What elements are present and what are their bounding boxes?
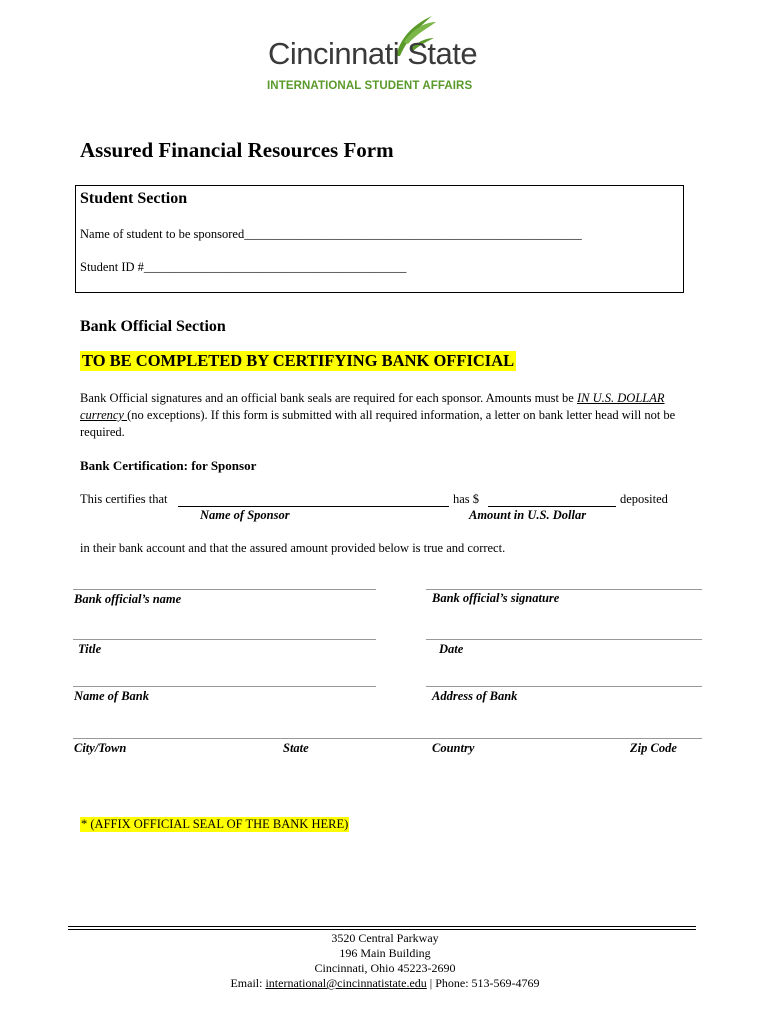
seal-instruction: * (AFFIX OFFICIAL SEAL OF THE BANK HERE) — [81, 817, 349, 831]
bank-name-line[interactable] — [73, 686, 376, 687]
sponsor-label: Name of Sponsor — [200, 508, 290, 522]
footer-divider — [68, 926, 696, 927]
title-line[interactable] — [73, 639, 376, 640]
instructions-part2: (no exceptions). If this form is submitted with all required information, a letter on bank letter head will not be required. — [80, 408, 676, 439]
official-signature-label: Bank official’s signature — [432, 591, 560, 605]
footer-address-line1: 3520 Central Parkway — [331, 931, 439, 945]
phone-text: | Phone: 513-569-4769 — [426, 976, 540, 990]
instructions-paragraph — [80, 390, 690, 441]
zip-label: Zip Code — [630, 741, 677, 755]
student-id-field[interactable]: Student ID #__________________________________________ — [80, 260, 407, 274]
bank-section-heading: Bank Official Section — [80, 318, 226, 335]
student-section-heading: Student Section — [80, 190, 188, 207]
official-name-line[interactable] — [73, 589, 376, 590]
logo-wordmark: Cincinnati State — [268, 36, 478, 71]
footer-address-line3: Cincinnati, Ohio 45223-2690 — [314, 961, 456, 975]
certification-heading: Bank Certification: for Sponsor — [80, 458, 257, 473]
certifying-banner: TO BE COMPLETED BY CERTIFYING BANK OFFICIAL — [82, 351, 515, 370]
location-line[interactable] — [73, 738, 702, 739]
instructions-emphasis: IN U.S. DOLLAR currency — [80, 391, 665, 422]
logo-subtitle: INTERNATIONAL STUDENT AFFAIRS — [267, 80, 473, 92]
official-name-label: Bank official’s name — [74, 592, 182, 606]
instructions-part1: Bank Official signatures and an official bank seals are required for each sponsor. Amounts must be — [80, 391, 577, 405]
certifies-prefix: This certifies that — [80, 492, 168, 506]
email-label: Email: — [230, 976, 266, 990]
deposited-text: deposited — [620, 492, 668, 506]
bank-address-label: Address of Bank — [432, 689, 518, 703]
footer-address-line2: 196 Main Building — [339, 946, 431, 960]
city-label: City/Town — [74, 741, 127, 755]
amount-label: Amount in U.S. Dollar — [469, 508, 587, 522]
date-line[interactable] — [426, 639, 702, 640]
amount-field[interactable] — [488, 490, 616, 507]
date-label: Date — [439, 642, 464, 656]
state-label: State — [283, 741, 309, 755]
footer-contact — [0, 976, 770, 991]
student-section-box — [75, 185, 684, 293]
bank-address-line[interactable] — [426, 686, 702, 687]
has-text: has $ — [453, 492, 480, 506]
form-title: Assured Financial Resources Form — [80, 138, 394, 162]
title-label: Title — [78, 642, 102, 656]
account-statement: in their bank account and that the assured amount provided below is true and correct. — [80, 541, 506, 555]
sponsor-name-field[interactable] — [178, 490, 449, 507]
official-signature-line[interactable] — [426, 589, 702, 590]
country-label: Country — [432, 741, 475, 755]
bank-name-label: Name of Bank — [74, 689, 149, 703]
footer-divider-second — [68, 929, 696, 930]
email-link[interactable]: international@cincinnatistate.edu — [265, 976, 427, 990]
student-name-field[interactable]: Name of student to be sponsored______________________________________________________ — [80, 227, 582, 241]
